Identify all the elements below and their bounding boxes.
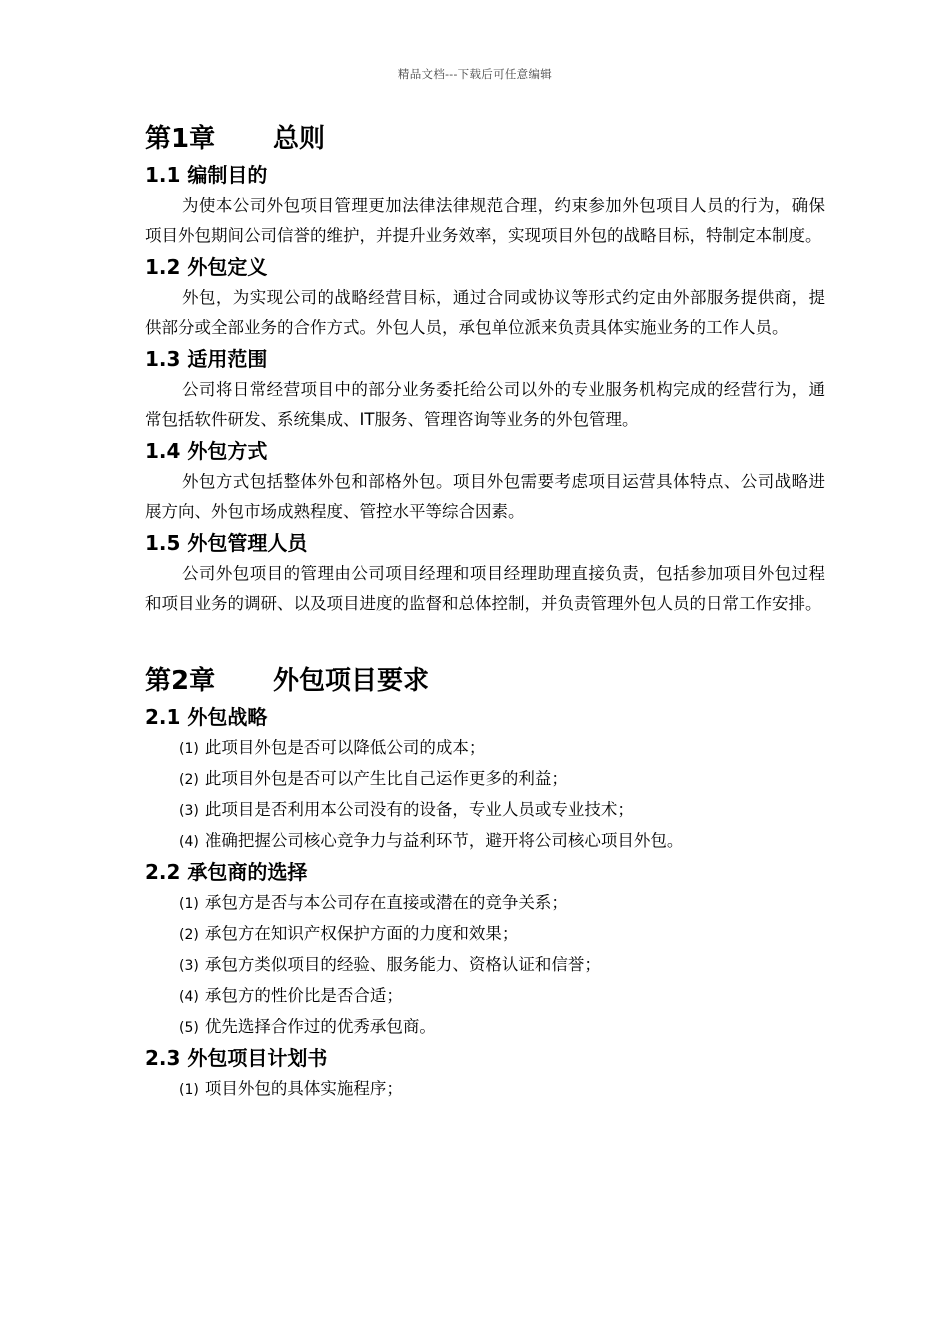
list-item-text: 准确把握公司核心竞争力与益利环节，避开将公司核心项目外包。 [204,831,684,850]
list-item-marker: (2) [179,772,199,788]
section-2-3-list [145,1074,825,1105]
list-item-text: 此项目外包是否可以降低公司的成本； [204,738,486,757]
list-item-marker: (3) [179,803,199,819]
section-2-1-heading: 2.1 外包战略 [145,705,268,729]
chapter-1-heading [145,118,825,160]
list-item [145,919,825,950]
section-1-2-heading: 1.2 外包定义 [145,255,268,279]
list-item [145,1074,825,1105]
list-item-text: 此项目是否利用本公司没有的设备，专业人员或专业技术； [204,800,634,819]
list-item-marker: (4) [179,989,199,1005]
list-item [145,1012,825,1043]
section-1-5-heading: 1.5 外包管理人员 [145,531,308,555]
list-item-marker: (5) [179,1020,199,1036]
list-item [145,795,825,826]
list-item [145,888,825,919]
list-item-text: 此项目外包是否可以产生比自己运作更多的利益； [204,769,568,788]
list-item [145,733,825,764]
chapter-1-title: 总则 [273,124,326,154]
list-item-marker: (4) [179,834,199,850]
chapter-2-title: 外包项目要求 [273,666,430,696]
section-2-1-list [145,733,825,857]
section-2-3-heading: 2.3 外包项目计划书 [145,1046,328,1070]
chapter-2-heading [145,660,825,702]
list-item-marker: (3) [179,958,199,974]
section-1-3-paragraph: 公司将日常经营项目中的部分业务委托给公司以外的专业服务机构完成的经营行为，通常包括软件研发、系统集成、IT服务、管理咨询等业务的外包管理。 [145,380,825,429]
list-item-text: 承包方类似项目的经验、服务能力、资格认证和信誉； [204,955,601,974]
section-1-1-heading: 1.1 编制目的 [145,163,268,187]
section-2-2-heading: 2.2 承包商的选择 [145,860,308,884]
section-2-2-list [145,888,825,1043]
section-1-2-paragraph: 外包，为实现公司的战略经营目标，通过合同或协议等形式约定由外部服务提供商，提供部分或全部业务的合作方式。外包人员，承包单位派来负责具体实施业务的工作人员。 [145,288,825,337]
list-item-text: 项目外包的具体实施程序； [204,1079,403,1098]
section-1-1-paragraph: 为使本公司外包项目管理更加法律法律规范合理，约束参加外包项目人员的行为，确保项目外包期间公司信誉的维护，并提升业务效率，实现项目外包的战略目标，特制定本制度。 [145,196,825,245]
list-item-marker: (1) [179,741,199,757]
list-item-text: 承包方在知识产权保护方面的力度和效果； [204,924,519,943]
list-item [145,764,825,795]
chapter-1-number: 第1章 [145,124,216,154]
chapter-2-number: 第2章 [145,666,216,696]
page-header: 精品文档---下载后可任意编辑 [397,67,553,81]
document-body [145,118,825,1105]
list-item-text: 优先选择合作过的优秀承包商。 [204,1017,436,1036]
section-1-4-heading: 1.4 外包方式 [145,439,268,463]
list-item-marker: (1) [179,1082,199,1098]
section-1-3-heading: 1.3 适用范围 [145,347,268,371]
list-item-text: 承包方是否与本公司存在直接或潜在的竞争关系； [204,893,568,912]
list-item [145,826,825,857]
list-item-marker: (1) [179,896,199,912]
list-item [145,950,825,981]
section-1-4-paragraph: 外包方式包括整体外包和部格外包。项目外包需要考虑项目运营具体特点、公司战略进展方向、外包市场成熟程度、管控水平等综合因素。 [145,472,825,521]
list-item-text: 承包方的性价比是否合适； [204,986,403,1005]
section-1-5-paragraph: 公司外包项目的管理由公司项目经理和项目经理助理直接负责，包括参加项目外包过程和项目业务的调研、以及项目进度的监督和总体控制，并负责管理外包人员的日常工作安排。 [145,564,825,613]
list-item [145,981,825,1012]
list-item-marker: (2) [179,927,199,943]
